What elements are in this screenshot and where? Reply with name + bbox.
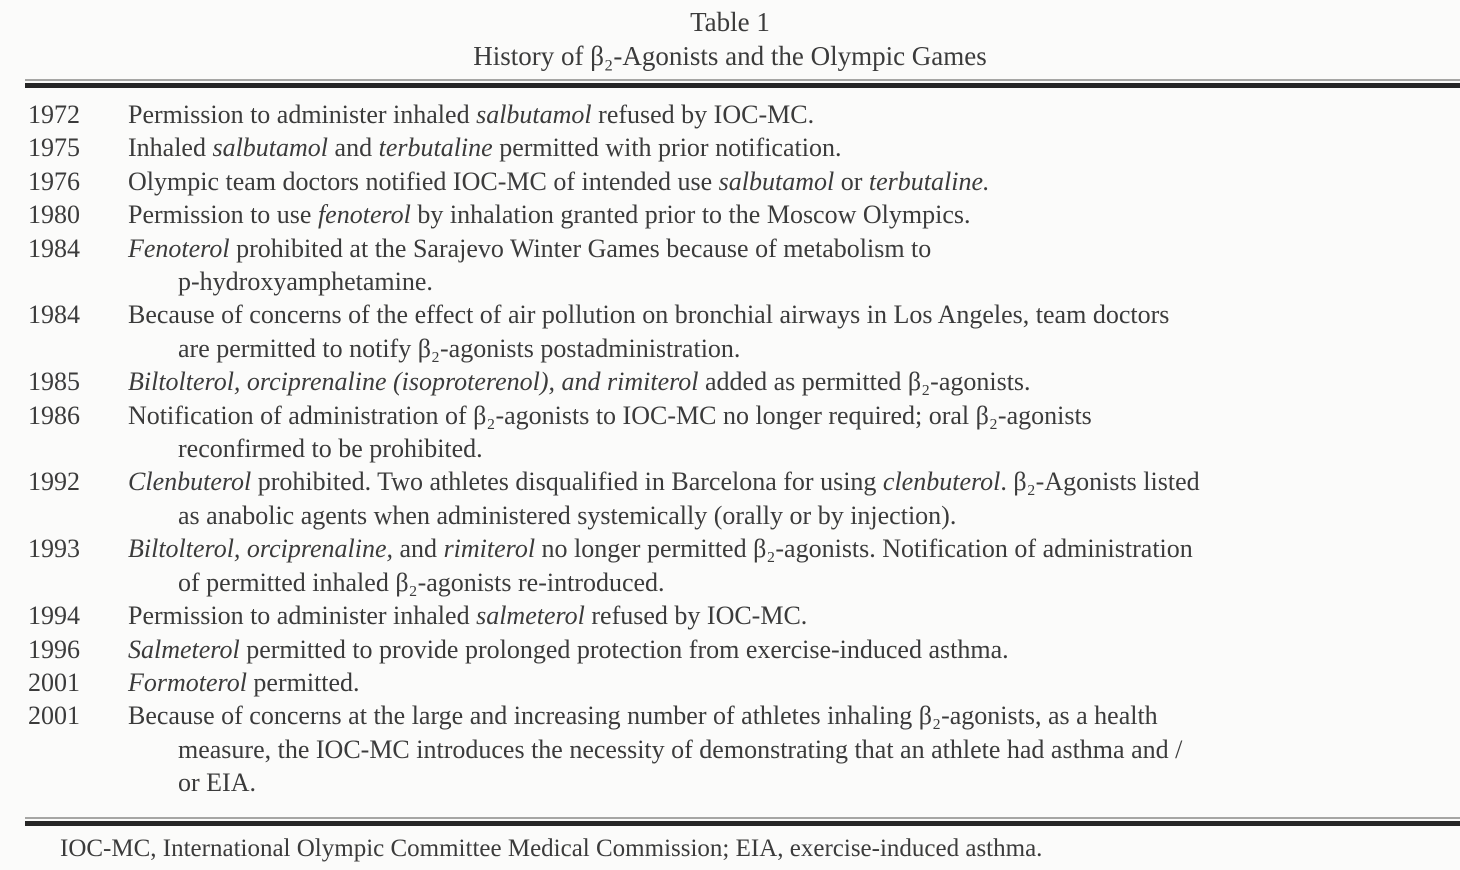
entry-line: Because of concerns at the large and increasing number of athletes inhaling β₂-agonists, as a health [128, 701, 1158, 731]
entry-text [128, 532, 1460, 599]
year-cell: 1984 [28, 300, 80, 330]
entry-line-continuation: or EIA. [178, 768, 256, 798]
entry-text [128, 298, 1460, 365]
entry-text [128, 365, 1460, 398]
entry-line: Permission to use fenoterol by inhalation granted prior to the Moscow Olympics. [128, 200, 971, 230]
entry-text [128, 232, 1460, 299]
entry-line: Salmeterol permitted to provide prolonged protection from exercise-induced asthma. [128, 634, 1009, 664]
table-row [0, 699, 1460, 799]
table-row [0, 599, 1460, 632]
entry-line-continuation: measure, the IOC-MC introduces the necessity of demonstrating that an athlete had asthma and / [178, 734, 1183, 764]
table-footnote: IOC-MC, International Olympic Committee Medical Commission; EIA, exercise-induced asthma. [60, 834, 1043, 862]
entry-line-continuation: are permitted to notify β₂-agonists postadministration. [178, 333, 741, 363]
year-cell: 1993 [28, 534, 80, 564]
table-row [0, 165, 1460, 198]
entry-text [128, 599, 1460, 632]
year-cell: 1994 [28, 601, 80, 631]
table-row [0, 298, 1460, 365]
year-cell: 1984 [28, 233, 80, 263]
entry-line-continuation: of permitted inhaled β₂-agonists re-introduced. [178, 567, 665, 597]
entry-line: Biltolterol, orciprenaline (isoproterenol), and rimiterol added as permitted β₂-agonists. [128, 367, 1031, 397]
table-title: History of β₂-Agonists and the Olympic Games [473, 41, 987, 71]
entry-line-continuation: reconfirmed to be prohibited. [178, 434, 483, 464]
table-row [0, 532, 1460, 599]
year-cell: 2001 [28, 667, 80, 697]
table-body [0, 98, 1460, 800]
year-cell: 1975 [28, 133, 80, 163]
year-cell: 1980 [28, 200, 80, 230]
entry-line: Because of concerns of the effect of air pollution on bronchial airways in Los Angeles, team doctors [128, 300, 1170, 330]
bottom-rule [25, 817, 1460, 826]
entry-line: Olympic team doctors notified IOC-MC of intended use salbutamol or terbutaline. [128, 166, 990, 196]
entry-line-continuation: p-hydroxyamphetamine. [178, 267, 433, 297]
top-rule [25, 79, 1460, 88]
entry-text [128, 131, 1460, 164]
entry-line: Clenbuterol prohibited. Two athletes disqualified in Barcelona for using clenbuterol. β₂-Agonists listed [128, 467, 1200, 497]
entry-line: Inhaled salbutamol and terbutaline permitted with prior notification. [128, 133, 842, 163]
year-cell: 1976 [28, 166, 80, 196]
year-cell: 2001 [28, 701, 80, 731]
table-row [0, 666, 1460, 699]
entry-text [128, 666, 1460, 699]
entry-line: Permission to administer inhaled salmeterol refused by IOC-MC. [128, 601, 808, 631]
entry-line-continuation: as anabolic agents when administered systemically (orally or by injection). [178, 500, 957, 530]
entry-text [128, 165, 1460, 198]
entry-text [128, 399, 1460, 466]
entry-text [128, 198, 1460, 231]
year-cell: 1972 [28, 100, 80, 129]
table-row [0, 465, 1460, 532]
entry-line: Biltolterol, orciprenaline, and rimiterol no longer permitted β₂-agonists. Notification of administration [128, 534, 1193, 564]
table-header [0, 0, 1460, 73]
entry-line: Permission to administer inhaled salbutamol refused by IOC-MC. [128, 100, 815, 129]
entry-text [128, 633, 1460, 666]
entry-text [128, 98, 1460, 131]
year-cell: 1996 [28, 634, 80, 664]
table-row [0, 98, 1460, 131]
table-row [0, 232, 1460, 299]
entry-line: Fenoterol prohibited at the Sarajevo Winter Games because of metabolism to [128, 233, 932, 263]
year-cell: 1985 [28, 367, 80, 397]
year-cell: 1992 [28, 467, 80, 497]
entry-text [128, 699, 1460, 799]
table-row [0, 131, 1460, 164]
entry-line: Formoterol permitted. [128, 667, 360, 697]
table-row [0, 365, 1460, 398]
year-cell: 1986 [28, 400, 80, 430]
table-label: Table 1 [690, 7, 770, 37]
table-row [0, 198, 1460, 231]
table-row [0, 399, 1460, 466]
entry-line: Notification of administration of β₂-agonists to IOC-MC no longer required; oral β₂-agonists [128, 400, 1092, 430]
table-row [0, 633, 1460, 666]
entry-text [128, 465, 1460, 532]
